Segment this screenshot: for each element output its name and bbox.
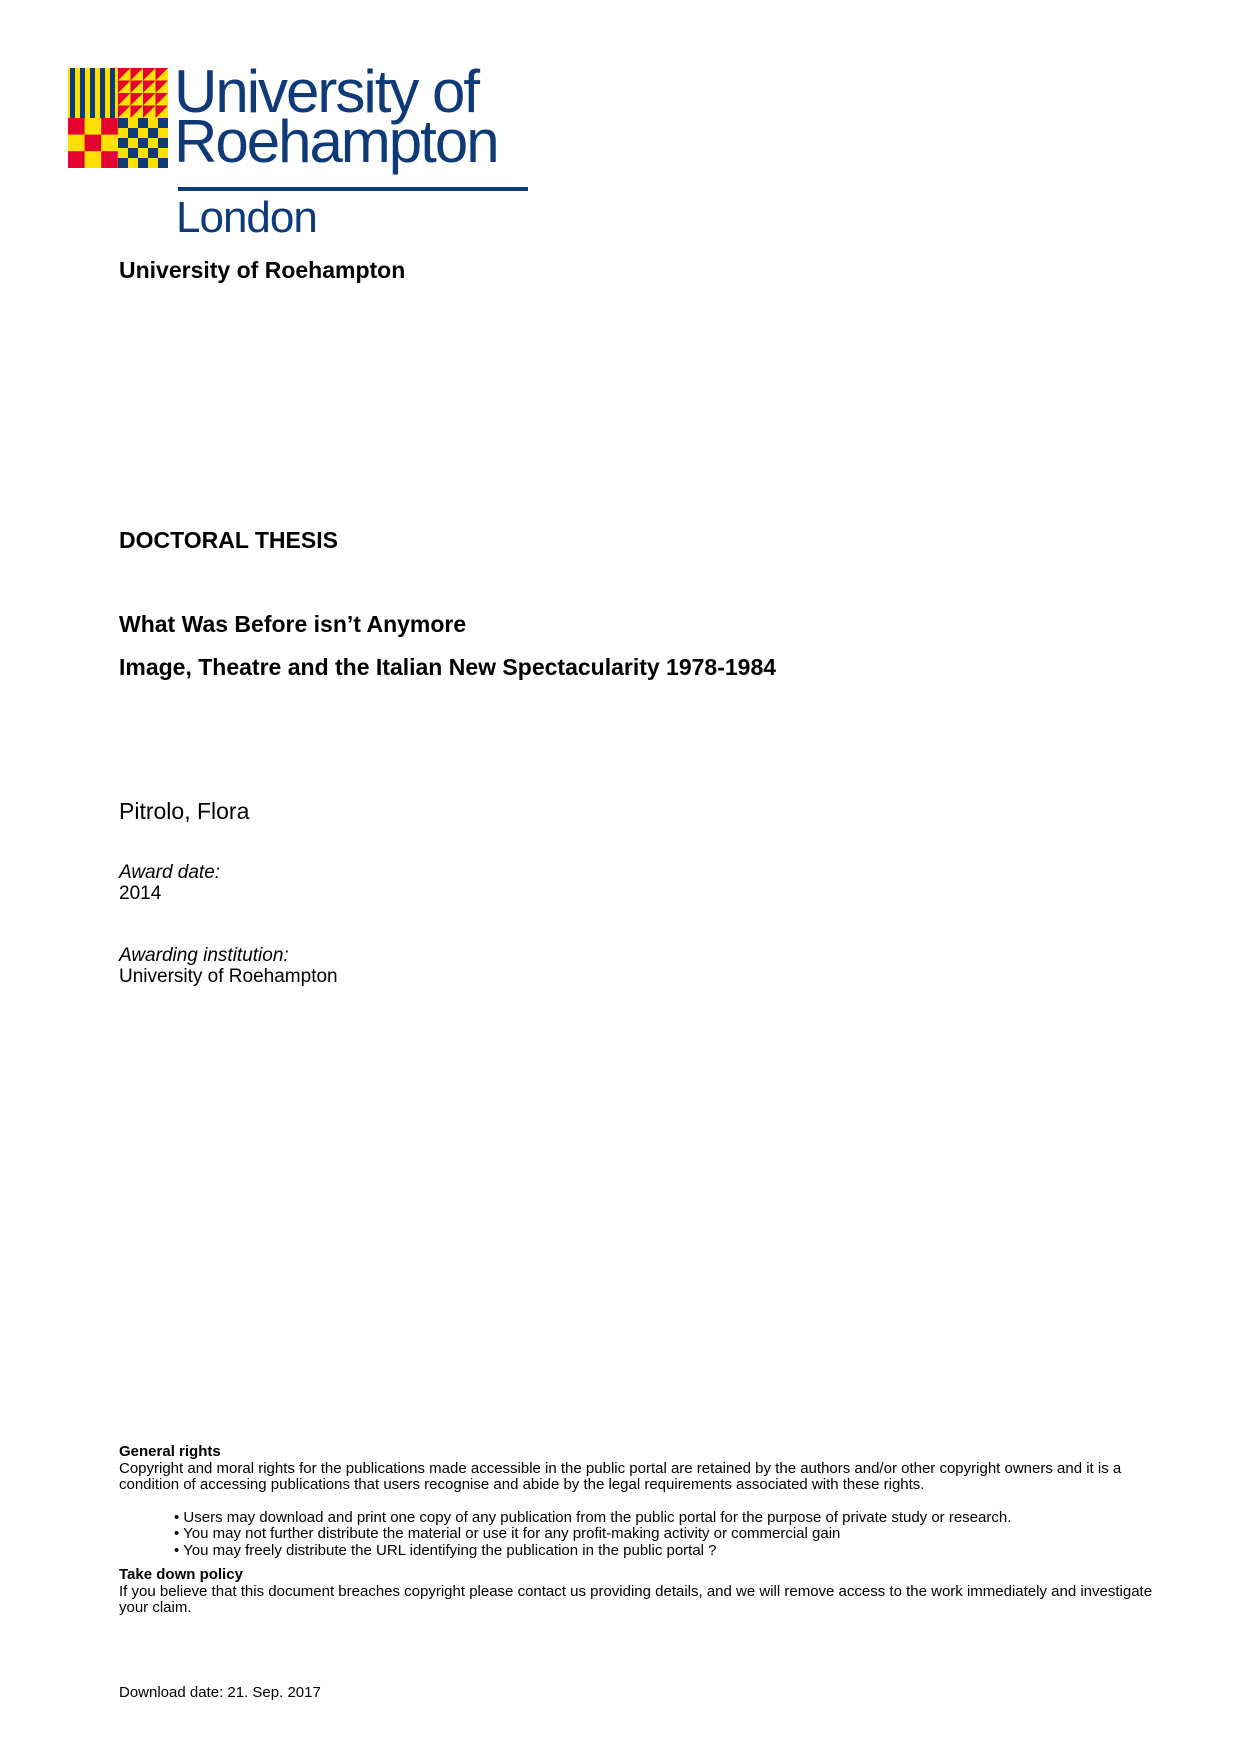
list-item: • Users may download and print one copy of any publication from the public portal for the purpose of private study or research. <box>174 1508 1012 1526</box>
document-type: DOCTORAL THESIS <box>119 527 338 553</box>
award-date-label: Award date: <box>119 862 221 883</box>
list-item: • You may freely distribute the URL identifying the publication in the public portal ? <box>174 1541 717 1559</box>
logo-checker-icon <box>68 68 168 168</box>
rights-notice <box>119 1444 1159 1617</box>
takedown-policy-text: If you believe that this document breaches copyright please contact us providing details, and we will remove access to the work immediately and investigate your claim. <box>119 1582 1153 1616</box>
usage-terms-list <box>174 1510 1159 1560</box>
general-rights-heading: General rights <box>119 1443 221 1460</box>
logo-divider <box>178 187 528 191</box>
university-logo <box>68 58 538 244</box>
list-item: • You may not further distribute the material or use it for any profit-making activity or commercial gain <box>174 1525 841 1542</box>
logo-city: London <box>176 193 317 242</box>
thesis-subtitle: Image, Theatre and the Italian New Spectacularity 1978-1984 <box>119 654 777 680</box>
logo-wordmark-line2: Roehampton <box>174 108 498 175</box>
takedown-policy-heading: Take down policy <box>119 1566 243 1583</box>
thesis-title: What Was Before isn’t Anymore <box>119 611 467 637</box>
awarding-institution-label: Awarding institution: <box>119 945 289 966</box>
logo-wordmark-line1: University of <box>174 58 479 125</box>
author-name: Pitrolo, Flora <box>119 798 250 824</box>
awarding-institution-value: University of Roehampton <box>119 966 338 987</box>
awarding-institution-block <box>119 945 338 987</box>
institution-heading: University of Roehampton <box>119 257 406 283</box>
award-date-value: 2014 <box>119 883 162 904</box>
award-date-block <box>119 862 220 904</box>
general-rights-text: Copyright and moral rights for the publications made accessible in the public portal are retained by the authors and/or other copyright owners and it is a condition of accessing publications that users recognise and abide by the legal requirements associated with these rights. <box>119 1459 1122 1493</box>
download-date: Download date: 21. Sep. 2017 <box>119 1684 321 1701</box>
